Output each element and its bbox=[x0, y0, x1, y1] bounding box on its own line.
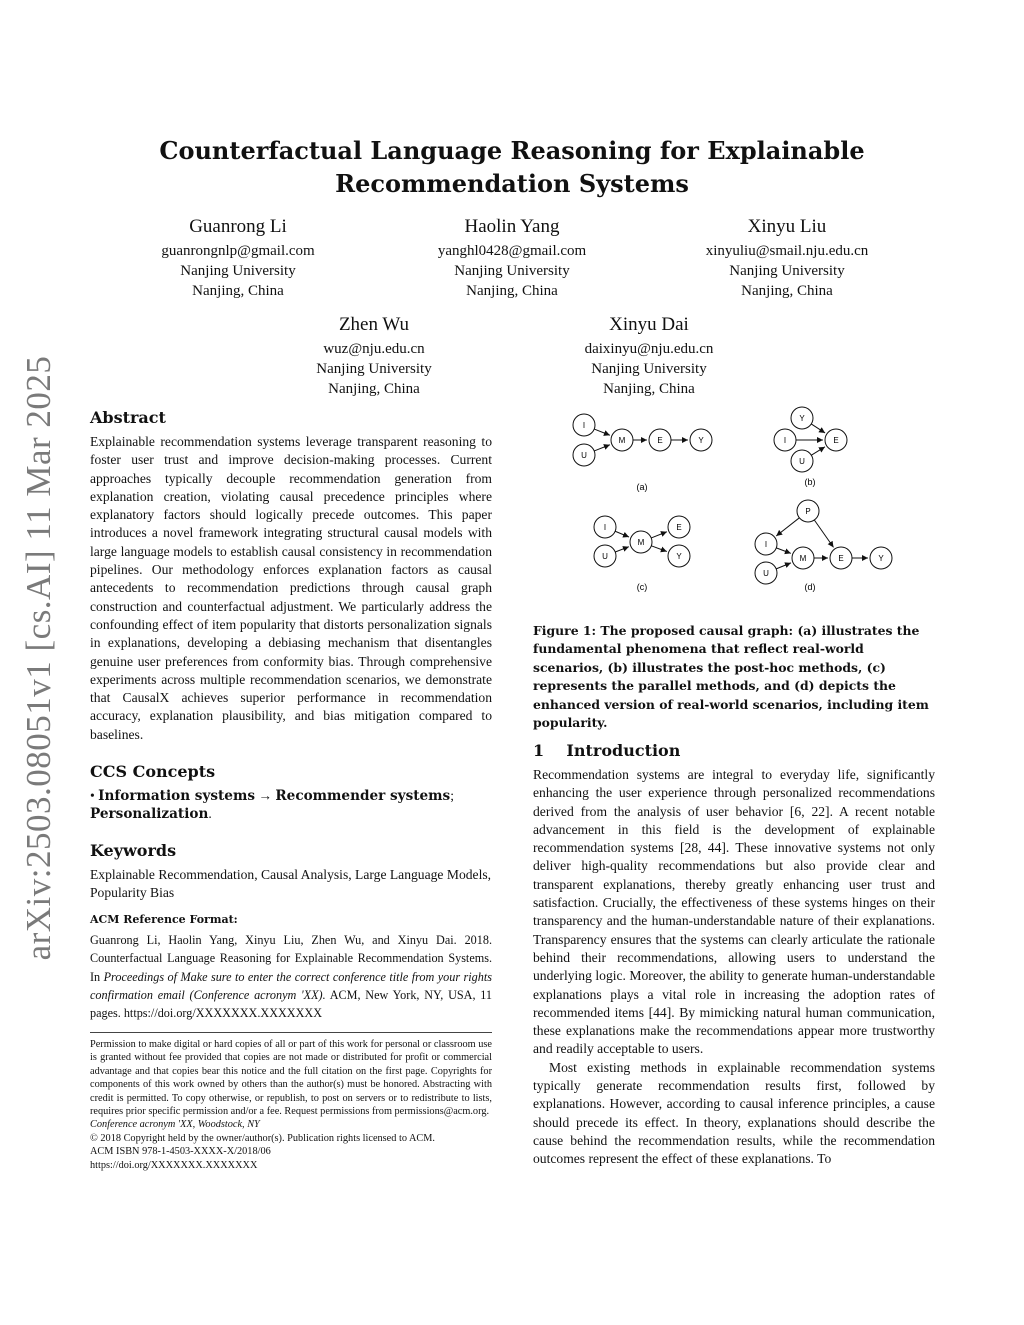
edge-a-U-M bbox=[594, 445, 610, 451]
node-label-c-E: E bbox=[676, 523, 682, 532]
paper-title bbox=[90, 134, 934, 200]
edge-c-I-M bbox=[615, 531, 629, 537]
author-block bbox=[657, 214, 917, 301]
node-label-a-E: E bbox=[657, 436, 663, 445]
arxiv-sidebar bbox=[14, 355, 64, 960]
edge-d-U-M bbox=[776, 563, 791, 569]
edge-d-P-E bbox=[814, 520, 833, 547]
abstract-heading: Abstract bbox=[90, 408, 166, 427]
acm-reference bbox=[90, 931, 492, 1022]
author-location: Nanjing, China bbox=[741, 283, 833, 299]
author-block bbox=[244, 312, 504, 399]
author-block bbox=[108, 214, 368, 301]
figure-caption: Figure 1: The proposed causal graph: (a) illustrates the fundamental phenomena that reflect real-world scenarios, (b) illustrates the post-hoc methods, (c) represents the parallel methods, and (d) depicts the enhanced version of real-world scenarios, including item popularity. bbox=[533, 623, 929, 731]
author-name: Zhen Wu bbox=[338, 314, 410, 335]
subfigure-label-d: (d) bbox=[804, 582, 816, 592]
ccs-bullet: • bbox=[90, 788, 95, 803]
author-affiliation: Nanjing University bbox=[729, 263, 845, 279]
node-label-d-M: M bbox=[799, 554, 807, 563]
acm-ref-text: Guanrong Li, Haolin Yang, Xinyu Liu, Zhen Wu, and Xinyu Dai. 2018. Counterfactual Language Reasoning for Explainable Recommendation Systems. In bbox=[90, 933, 492, 984]
ccs-concept-recommender-systems: Recommender systems bbox=[275, 788, 451, 804]
edge-b-Y-E bbox=[811, 424, 825, 433]
doi-line: https://doi.org/XXXXXXX.XXXXXXX bbox=[90, 1159, 258, 1171]
author-location: Nanjing, China bbox=[603, 381, 695, 397]
keywords-text: Explainable Recommendation, Causal Analysis, Large Language Models, Popularity Bias bbox=[90, 867, 492, 901]
subfigure-label-b: (b) bbox=[804, 477, 816, 487]
abstract-text bbox=[90, 433, 492, 744]
node-label-d-I: I bbox=[764, 540, 768, 549]
author-location: Nanjing, China bbox=[192, 283, 284, 299]
edge-c-M-E bbox=[651, 532, 667, 538]
keywords-heading: Keywords bbox=[90, 841, 177, 860]
node-label-b-U: U bbox=[799, 457, 805, 466]
ccs-separator: ; bbox=[450, 788, 454, 803]
permission-text: Permission to make digital or hard copies of all or part of this work for personal or classroom use is granted without fee provided that copies are not made or distributed for profit or commercial advantage and that copies bear this notice and the full citation on the first page. Copyrights for components of this work owned by others than the author(s) must be honored. Abstracting with credit is permitted. To copy otherwise, or republish, to post on servers or to redistribute to lists, requires prior specific permission and/or a fee. Request permissions from permissions@acm.org. bbox=[90, 1039, 492, 1118]
node-label-a-M: M bbox=[618, 436, 626, 445]
node-label-d-Y: Y bbox=[878, 554, 884, 563]
subfigure-label-c: (c) bbox=[636, 582, 648, 592]
author-affiliation: Nanjing University bbox=[316, 361, 432, 377]
footnote-divider bbox=[90, 1032, 492, 1033]
node-label-b-I: I bbox=[783, 436, 787, 445]
node-label-c-M: M bbox=[637, 538, 645, 547]
permission-block bbox=[90, 1038, 492, 1172]
node-label-c-I: I bbox=[603, 523, 607, 532]
author-block bbox=[382, 214, 642, 301]
edge-c-M-Y bbox=[651, 546, 666, 552]
ccs-heading: CCS Concepts bbox=[90, 762, 216, 781]
node-label-d-U: U bbox=[763, 569, 769, 578]
ccs-concepts bbox=[90, 787, 492, 824]
node-label-a-Y: Y bbox=[698, 436, 704, 445]
intro-paragraph-2: Most existing methods in explainable recommendation systems typically generate recommendation results first, followed by explanations. However, according to causal inference principles, a cause should precede its effect. In theory, explanations should describe the cause behind the recommendation results, while the recommendation outcomes represent the effect of these explanations. To bbox=[533, 1059, 935, 1167]
node-label-a-I: I bbox=[582, 421, 586, 430]
author-block bbox=[519, 312, 779, 399]
author-affiliation: Nanjing University bbox=[180, 263, 296, 279]
title-line-1: Counterfactual Language Reasoning for Explainable bbox=[159, 136, 865, 165]
acm-ref-tail: ACM, New York, NY, USA, 11 pages. https://doi.org/XXXXXXX.XXXXXXX bbox=[90, 987, 492, 1021]
copyright-line: © 2018 Copyright held by the owner/author(s). Publication rights licensed to ACM. bbox=[90, 1132, 436, 1144]
author-location: Nanjing, China bbox=[466, 283, 558, 299]
conference-line: Conference acronym 'XX, Woodstock, NY bbox=[90, 1119, 260, 1131]
author-email: wuz@nju.edu.cn bbox=[323, 341, 425, 357]
subfigure-label-a: (a) bbox=[636, 482, 648, 492]
author-email: xinyuliu@smail.nju.edu.cn bbox=[705, 243, 869, 259]
edge-b-U-E bbox=[811, 447, 825, 455]
ccs-concept-personalization: Personalization bbox=[90, 806, 209, 823]
node-label-a-U: U bbox=[581, 451, 587, 460]
ccs-end: . bbox=[208, 806, 212, 822]
arxiv-identifier: arXiv:2503.08051v1 [cs.AI] 11 Mar 2025 bbox=[19, 355, 58, 960]
author-email: guanrongnlp@gmail.com bbox=[161, 243, 315, 259]
edge-c-U-M bbox=[615, 547, 629, 552]
author-affiliation: Nanjing University bbox=[454, 263, 570, 279]
author-email: yanghl0428@gmail.com bbox=[437, 243, 587, 259]
author-name: Xinyu Liu bbox=[747, 216, 827, 237]
ccs-concept-information-systems: Information systems bbox=[98, 788, 255, 804]
author-name: Guanrong Li bbox=[189, 216, 287, 237]
edge-d-I-M bbox=[776, 548, 791, 554]
acm-ref-venue: Proceedings of Make sure to enter the correct conference title from your rights confirmation email (Conference acronym 'XX). bbox=[90, 969, 493, 1002]
author-name: Xinyu Dai bbox=[609, 314, 689, 335]
causal-graph-svg bbox=[535, 405, 935, 605]
node-label-b-Y: Y bbox=[799, 414, 805, 423]
ccs-arrow: → bbox=[254, 788, 276, 803]
node-label-b-E: E bbox=[833, 436, 839, 445]
isbn-line: ACM ISBN 978-1-4503-XXXX-X/2018/06 bbox=[90, 1146, 271, 1158]
abstract-paragraph: Explainable recommendation systems leverage transparent reasoning to foster user trust and improve decision-making processes. Current approaches typically decouple recommendation generation from explanation creation, violating causal precedence principles where explanatory factors should logically precede outcomes. This paper introduces a novel framework integrating structural causal models with large language models to establish causal consistency in recommendation pipelines. Our methodology enforces explanation factors as causal antecedents to recommendation predictions through causal graph construction and counterfactual adjustment. We particularly address the confounding effect of item popularity that distorts personalization signals in explanations, developing a debiasing mechanism that disentangles genuine user preferences from conformity bias. Through comprehensive experiments across multiple recommendation scenarios, we demonstrate that CausalX achieves superior performance in recommendation accuracy, explanation plausibility, and bias mitigation compared to baselines. bbox=[90, 434, 492, 742]
intro-text bbox=[533, 766, 935, 1169]
intro-heading: 1 Introduction bbox=[533, 741, 681, 760]
author-name: Haolin Yang bbox=[464, 216, 560, 237]
author-affiliation: Nanjing University bbox=[591, 361, 707, 377]
acm-ref-heading: ACM Reference Format: bbox=[90, 913, 238, 926]
intro-paragraph-1: Recommendation systems are integral to everyday life, significantly enhancing the user experience through personalized recommendations derived from the analysis of user behavior [6, 22]. A recent notable advancement in this field is the development of explainable recommendation systems [28, 44]. These innovative systems not only deliver high-quality recommendations but also provide clear and transparent explanations, thereby greatly enhancing user trust and satisfaction. Crucially, the effectiveness of these systems hinges on their transparency and the human-understandable nature of their explanations. Transparency ensures that the systems can clearly articulate the rationale behind their recommendations, allowing users to understand the underlying logic. Moreover, the ability to generate human-understandable explanations plays a vital role in increasing the adoption rates of recommended items [44]. By mimicking natural human communication, these explanations make the recommendations appear more trustworthy and readily acceptable to users. bbox=[533, 767, 935, 1057]
author-location: Nanjing, China bbox=[328, 381, 420, 397]
edge-a-I-M bbox=[594, 429, 610, 435]
title-line-2: Recommendation Systems bbox=[335, 169, 689, 198]
causal-graph-figure bbox=[535, 405, 935, 605]
node-label-c-Y: Y bbox=[676, 552, 682, 561]
node-label-d-E: E bbox=[838, 554, 844, 563]
node-label-c-U: U bbox=[602, 552, 608, 561]
node-label-d-P: P bbox=[805, 507, 811, 516]
author-email: daixinyu@nju.edu.cn bbox=[584, 341, 714, 357]
edge-d-P-I bbox=[776, 518, 799, 536]
